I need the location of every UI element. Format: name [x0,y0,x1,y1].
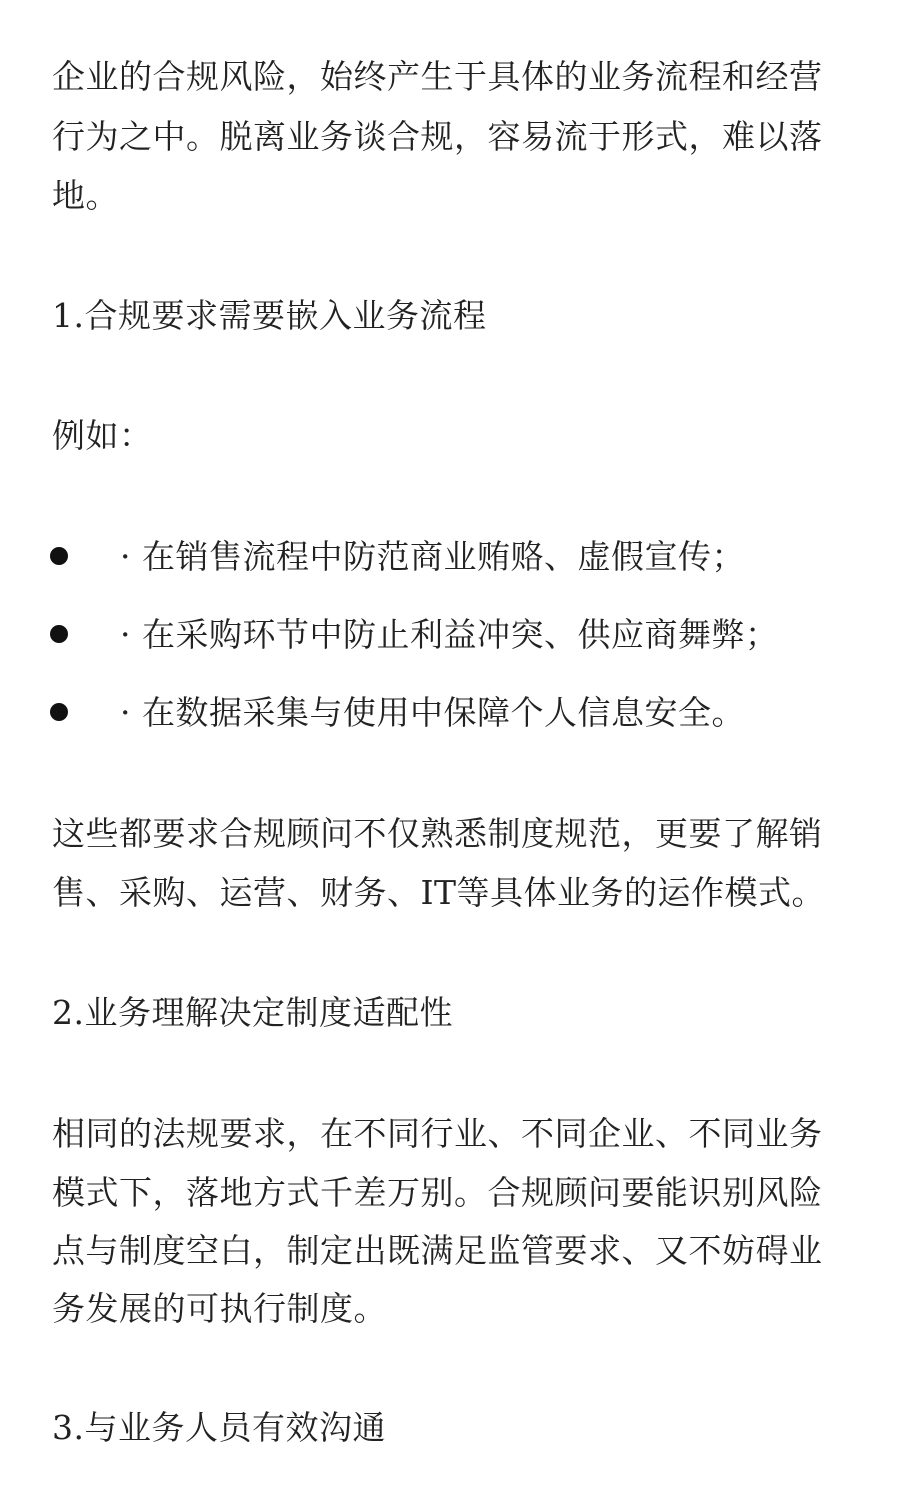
section-2-line-4: 务发展的可执行制度。 [52,1289,387,1328]
section-2-line-1: 相同的法规要求，在不同行业、不同企业、不同业务 [52,1114,823,1153]
section-2-heading: 2.业务理解决定制度适配性 [52,993,453,1032]
list-item-text: · 在销售流程中防范商业贿赂、虚假宣传； [120,537,745,576]
list-item-text: · 在采购环节中防止利益冲突、供应商舞弊； [120,615,779,654]
section-3-heading: 3.与业务人员有效沟通 [52,1408,386,1447]
section-2-line-3: 点与制度空白，制定出既满足监管要求、又不妨碍业 [52,1231,823,1270]
example-label: 例如： [52,416,153,455]
bullet-dot-icon [50,703,68,721]
section-2-line-2: 模式下，落地方式千差万别。合规顾问要能识别风险 [52,1173,823,1212]
intro-line-2: 行为之中。脱离业务谈合规，容易流于形式，难以落 [52,117,823,156]
list-item-text: · 在数据采集与使用中保障个人信息安全。 [120,693,745,732]
bullet-dot-icon [50,547,68,565]
intro-line-1: 企业的合规风险，始终产生于具体的业务流程和经营 [52,57,823,96]
intro-line-3: 地。 [52,176,119,215]
bullet-dot-icon [50,625,68,643]
summary-line-2: 售、采购、运营、财务、IT等具体业务的运作模式。 [52,873,826,912]
section-1-heading: 1.合规要求需要嵌入业务流程 [52,296,487,335]
summary-line-1: 这些都要求合规顾问不仅熟悉制度规范，更要了解销 [52,814,823,853]
